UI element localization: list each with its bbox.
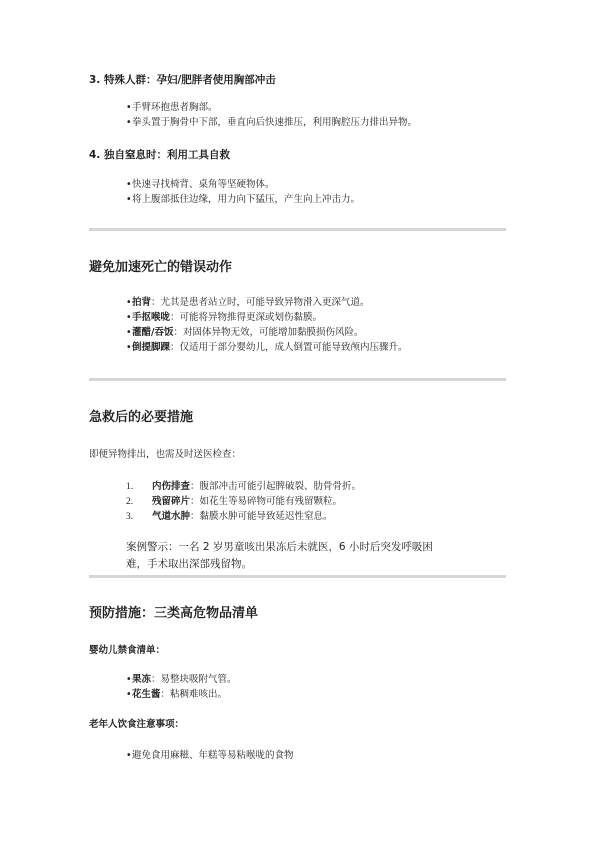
aftercare-heading: 急救后的必要措施 [89, 410, 194, 425]
aftercare-list [126, 479, 361, 524]
mistakes-heading: 避免加速死亡的错误动作 [89, 260, 233, 275]
list-item: •花生酱：粘稠难咳出。 [126, 689, 228, 700]
case-warning [126, 539, 496, 573]
section-4-list [126, 177, 360, 207]
elderly-heading: 老年人饮食注意事项： [89, 719, 185, 730]
list-item: •拳头置于胸骨中下部，垂直向后快速推压，利用胸腔压力排出异物。 [126, 117, 418, 128]
list-item: •果冻：易整块吸附气管。 [126, 674, 237, 685]
infant-list [126, 672, 237, 702]
list-item: •灌醋/吞饭：对固体异物无效，可能增加黏膜损伤风险。 [126, 327, 364, 338]
list-item: 3. 气道水肿：黏膜水肿可能导致延迟性窒息。 [126, 511, 333, 522]
infant-heading: 婴幼儿禁食清单： [89, 645, 166, 656]
elderly-list [126, 748, 294, 763]
section-4-heading: 4. 独自窒息时：利用工具自救 [89, 149, 230, 161]
list-item: •避免食用麻糍、年糕等易粘喉咙的食物 [126, 750, 294, 761]
list-item: 2. 残留碎片：如花生等易碎物可能有残留颗粒。 [126, 496, 343, 507]
section-3-list [126, 100, 417, 130]
section-3-heading: 3. 特殊人群：孕妇/肥胖者使用胸部冲击 [89, 74, 276, 86]
list-item: 1. 内伤排查：腹部冲击可能引起脾破裂、肋骨骨折。 [126, 481, 362, 492]
case-warning-line: 案例警示：一名 2 岁男童咳出果冻后未就医，6 小时后突发呼吸困 [126, 541, 433, 553]
list-item: •手臂环抱患者胸部。 [126, 102, 218, 113]
section-divider [89, 228, 506, 231]
list-item: •将上腹部抵住边缘，用力向下猛压，产生向上冲击力。 [126, 194, 361, 205]
section-divider [89, 378, 506, 381]
mistakes-list [126, 295, 408, 355]
list-item: •拍背：尤其是患者站立时，可能导致异物滑入更深气道。 [126, 297, 370, 308]
list-item: •快速寻找椅背、桌角等坚硬物体。 [126, 179, 275, 190]
list-item: •倒提脚踝：仅适用于部分婴幼儿，成人倒置可能导致颅内压骤升。 [126, 342, 408, 353]
aftercare-intro: 即便异物排出，也需及时送医检查： [89, 449, 242, 460]
prevention-heading: 预防措施：三类高危物品清单 [89, 606, 259, 621]
case-warning-line: 难，手术取出深部残留物。 [126, 558, 252, 570]
section-divider [89, 575, 506, 578]
list-item: •手抠喉咙：可能将异物推得更深或划伤黏膜。 [126, 312, 323, 323]
